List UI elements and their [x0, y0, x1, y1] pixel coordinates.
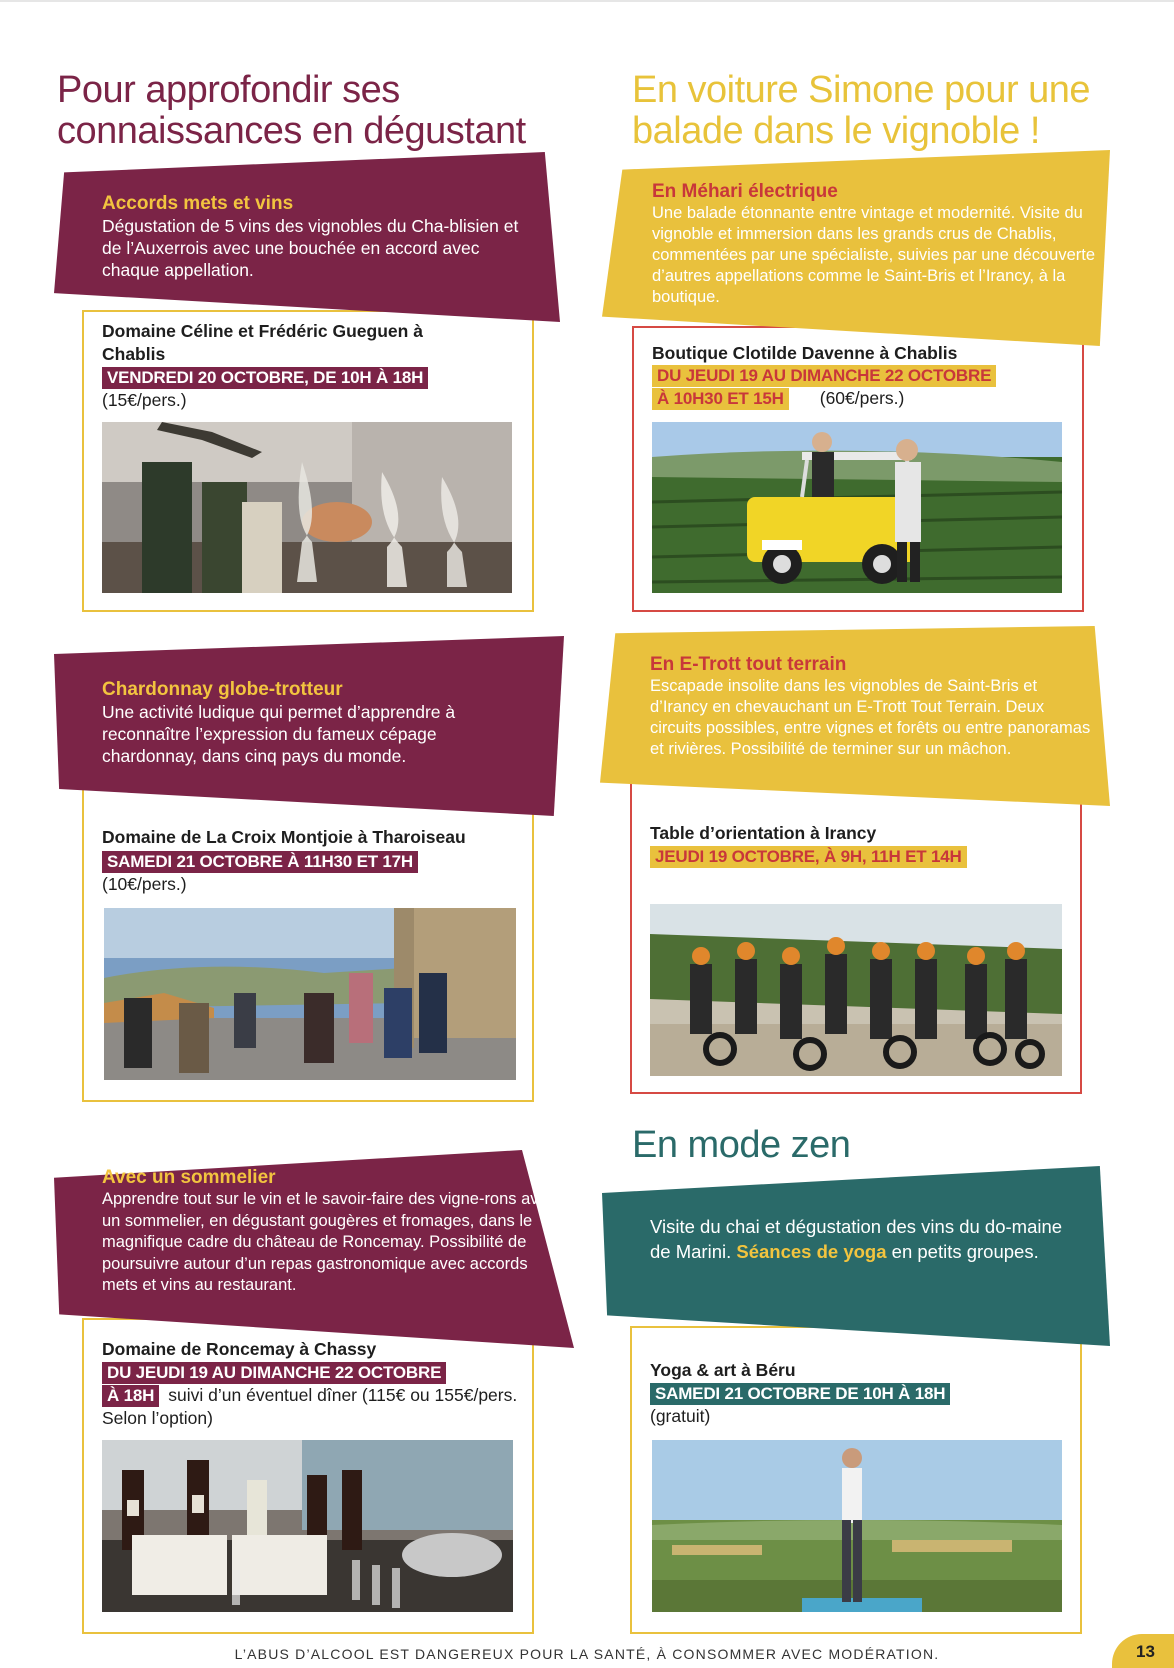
page-number: 13: [1136, 1642, 1155, 1661]
date-badge: VENDREDI 20 OCTOBRE, DE 10H À 18H: [102, 367, 428, 389]
activity-heading: Accords mets et vins: [102, 193, 294, 214]
alcohol-warning: L’ABUS D’ALCOOL EST DANGEREUX POUR LA SANTÉ, À CONSOMMER AVEC MODÉRATION.: [234, 1646, 940, 1662]
page-number-badge: [1112, 1634, 1174, 1668]
activity-banner-chardonnay: [54, 636, 564, 816]
activity-heading: Chardonnay globe-trotteur: [102, 679, 343, 700]
activity-description: Dégustation de 5 vins des vignobles du Cha-blisien et de l’Auxerrois avec une bouchée en accord avec chaque appellation.: [102, 216, 519, 280]
price-text: (10€/pers.): [102, 874, 187, 894]
photo-mehari-car: [652, 422, 1062, 593]
section-title-tasting: Pour approfondir ses connaissances en dégustant: [57, 69, 526, 152]
photo-wine-tasting: [102, 422, 512, 593]
activity-banner-etrott: [600, 626, 1110, 806]
price-text: (15€/pers.): [102, 390, 187, 410]
yoga-highlight: Séances de yoga: [736, 1241, 887, 1262]
date-badge-time: À 18H: [102, 1385, 159, 1407]
photo-etrott-group: [650, 904, 1062, 1076]
venue-name: Domaine de La Croix Montjoie à Tharoiseau: [102, 827, 466, 847]
venue-name: Boutique Clotilde Davenne à Chablis: [652, 343, 958, 363]
price-text: suivi d’un éventuel dîner (115€ ou 155€/pers. Selon l’option): [102, 1385, 518, 1428]
activity-banner-zen: [602, 1166, 1110, 1346]
activity-heading: En Méhari électrique: [652, 181, 838, 202]
venue-name: Yoga & art à Béru: [650, 1360, 796, 1380]
activity-banner-accords: [54, 152, 560, 322]
section-title-zen: En mode zen: [632, 1124, 851, 1166]
photo-sommelier-table: [102, 1440, 513, 1612]
section-title-vineyard-ride: En voiture Simone pour une balade dans le vignoble !: [632, 69, 1091, 152]
date-badge: JEUDI 19 OCTOBRE, À 9H, 11H ET 14H: [650, 846, 967, 868]
activity-heading: En E-Trott tout terrain: [650, 654, 847, 675]
activity-description: Apprendre tout sur le vin et le savoir-faire des vigne-rons avec un sommelier, en dégustant gougères et fromages, dans le magnifique cadre du château de Roncemay. Possibilité de poursuivre autour d’un repas gastronomique avec accords mets et vins au restaurant.: [102, 1190, 556, 1294]
activity-description: Une balade étonnante entre vintage et modernité. Visite du vignoble et immersion dans les grands crus de Chablis, commentées par une spécialiste, suivies par une découverte d’autres appellations comme le Saint-Bris et l’Irancy, à la boutique.: [652, 204, 1095, 306]
date-badge-time: À 10H30 ET 15H: [652, 388, 789, 410]
date-badge: DU JEUDI 19 AU DIMANCHE 22 OCTOBRE: [102, 1362, 446, 1384]
zen-description-end: en petits groupes.: [891, 1241, 1039, 1262]
date-badge: DU JEUDI 19 AU DIMANCHE 22 OCTOBRE: [652, 365, 996, 387]
activity-banner-sommelier: [54, 1150, 574, 1348]
photo-group-viewpoint: [104, 908, 516, 1080]
venue-name: Domaine Céline et Frédéric Gueguen à Chablis: [102, 321, 423, 364]
venue-name: Domaine de Roncemay à Chassy: [102, 1339, 377, 1359]
photo-yoga-landscape: [652, 1440, 1062, 1612]
price-text: (60€/pers.): [819, 388, 905, 408]
venue-name: Table d’orientation à Irancy: [650, 823, 877, 843]
price-text: (gratuit): [650, 1406, 711, 1426]
date-badge: SAMEDI 21 OCTOBRE DE 10H À 18H: [650, 1383, 950, 1405]
top-rule: [0, 0, 1174, 2]
activity-description: Une activité ludique qui permet d’apprendre à reconnaître l’expression du fameux cépage chardonnay, dans cinq pays du monde.: [102, 702, 456, 766]
zen-description-text: Visite du chai et dégustation des vins du do-maine de Marini.: [650, 1216, 1063, 1262]
activity-description: Escapade insolite dans les vignobles de Saint-Bris et d’Irancy en chevauchant un E-Trott Tout Terrain. Deux circuits possibles, entre vignes et forêts ou entre panoramas et rivières. Possibilité de terminer sur un mâchon.: [650, 677, 1091, 758]
date-badge: SAMEDI 21 OCTOBRE À 11H30 ET 17H: [102, 851, 418, 873]
activity-banner-mehari: [602, 150, 1110, 346]
activity-heading: Avec un sommelier: [102, 1167, 276, 1188]
